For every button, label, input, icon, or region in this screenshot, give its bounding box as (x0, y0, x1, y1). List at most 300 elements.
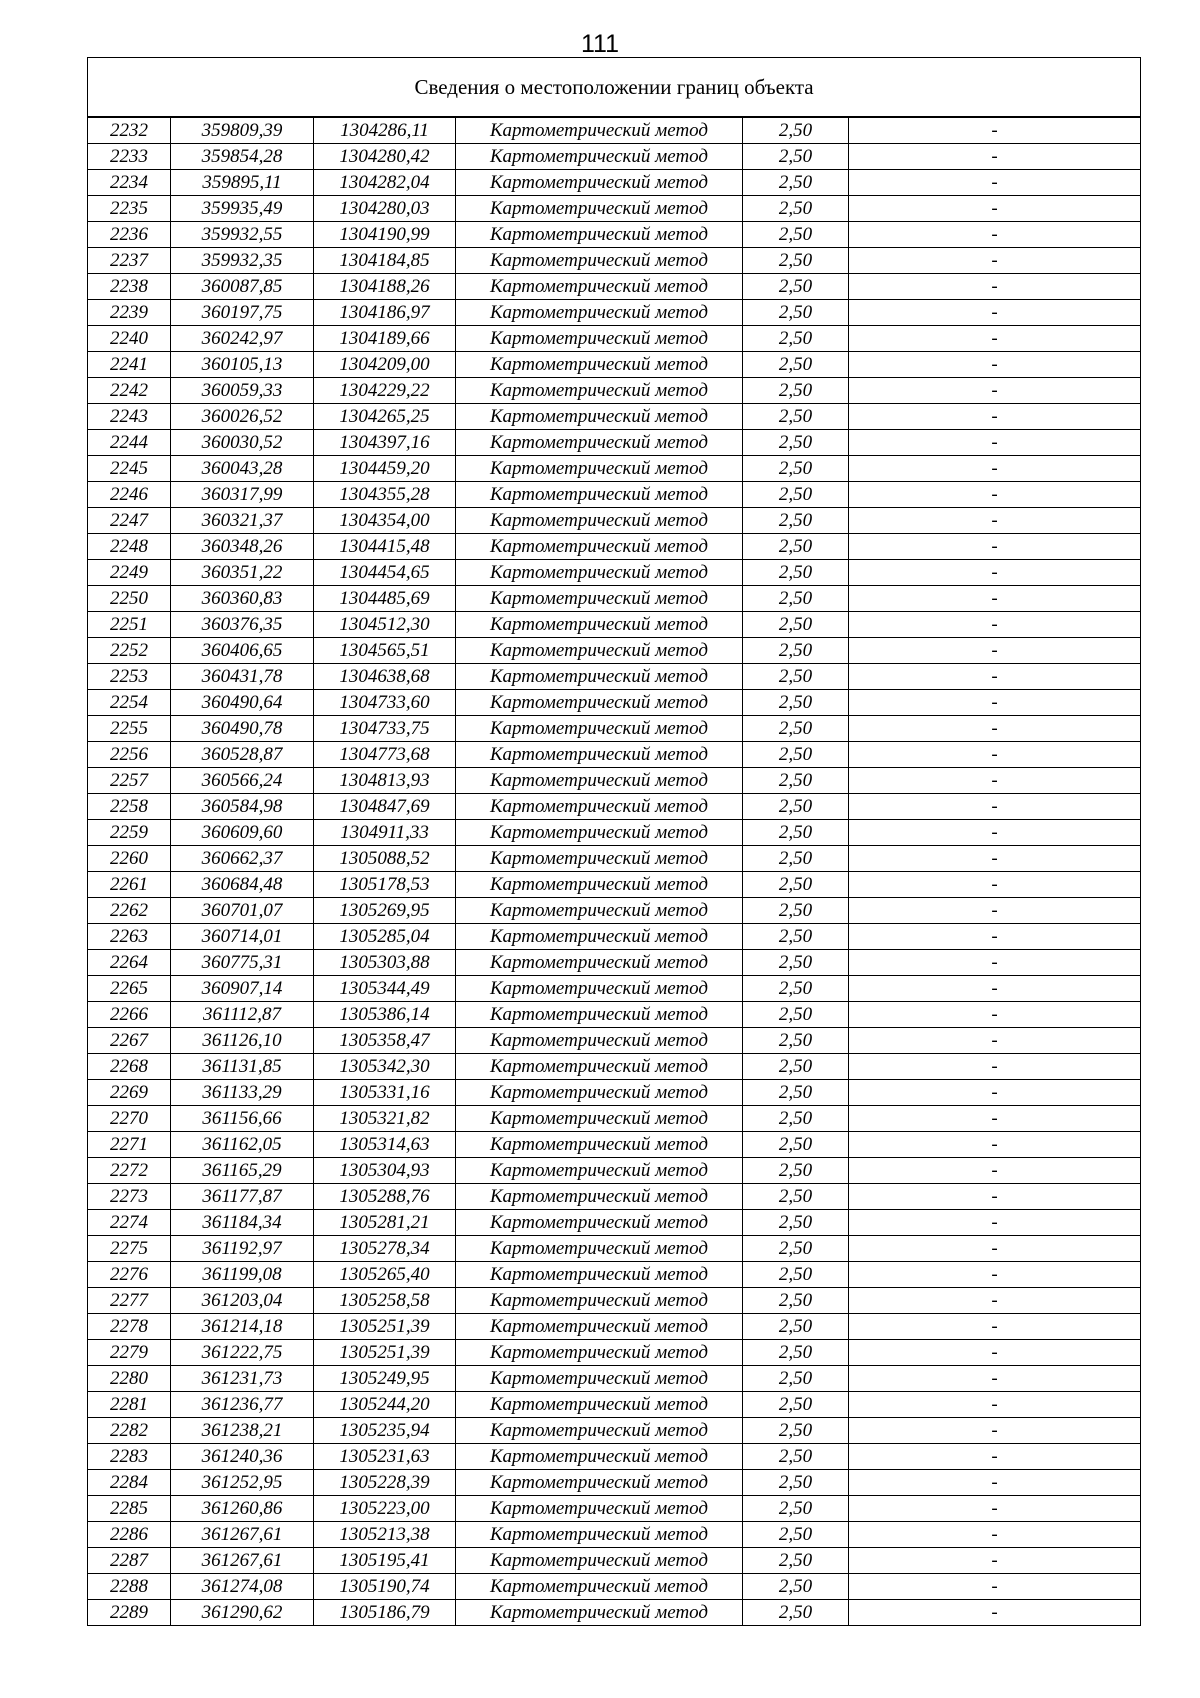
method-cell: Картометрический метод (456, 1418, 743, 1444)
y-coordinate-cell: 1304638,68 (314, 664, 456, 690)
method-cell: Картометрический метод (456, 1132, 743, 1158)
description-cell: - (849, 1002, 1141, 1028)
accuracy-cell: 2,50 (743, 742, 849, 768)
description-cell: - (849, 586, 1141, 612)
accuracy-cell: 2,50 (743, 1288, 849, 1314)
table-row (88, 456, 1141, 482)
point-number-cell: 2259 (88, 820, 171, 846)
description-cell: - (849, 1496, 1141, 1522)
point-number-cell: 2260 (88, 846, 171, 872)
point-number-cell: 2252 (88, 638, 171, 664)
y-coordinate-cell: 1304813,93 (314, 768, 456, 794)
table-row (88, 326, 1141, 352)
description-cell: - (849, 1236, 1141, 1262)
table-row (88, 664, 1141, 690)
table-row (88, 1002, 1141, 1028)
description-cell: - (849, 534, 1141, 560)
description-cell: - (849, 820, 1141, 846)
method-cell: Картометрический метод (456, 404, 743, 430)
y-coordinate-cell: 1304454,65 (314, 560, 456, 586)
y-coordinate-cell: 1305269,95 (314, 898, 456, 924)
accuracy-cell: 2,50 (743, 612, 849, 638)
y-coordinate-cell: 1305278,34 (314, 1236, 456, 1262)
description-cell: - (849, 1132, 1141, 1158)
y-coordinate-cell: 1305303,88 (314, 950, 456, 976)
method-cell: Картометрический метод (456, 612, 743, 638)
x-coordinate-cell: 361267,61 (171, 1548, 314, 1574)
method-cell: Картометрический метод (456, 222, 743, 248)
method-cell: Картометрический метод (456, 378, 743, 404)
x-coordinate-cell: 360584,98 (171, 794, 314, 820)
table-row (88, 1444, 1141, 1470)
description-cell: - (849, 794, 1141, 820)
accuracy-cell: 2,50 (743, 1366, 849, 1392)
y-coordinate-cell: 1305251,39 (314, 1340, 456, 1366)
description-cell: - (849, 456, 1141, 482)
method-cell: Картометрический метод (456, 586, 743, 612)
y-coordinate-cell: 1304286,11 (314, 117, 456, 144)
point-number-cell: 2246 (88, 482, 171, 508)
method-cell: Картометрический метод (456, 117, 743, 144)
y-coordinate-cell: 1304265,25 (314, 404, 456, 430)
point-number-cell: 2271 (88, 1132, 171, 1158)
table-row (88, 1184, 1141, 1210)
accuracy-cell: 2,50 (743, 1470, 849, 1496)
description-cell: - (849, 742, 1141, 768)
table-row (88, 820, 1141, 846)
y-coordinate-cell: 1305088,52 (314, 846, 456, 872)
x-coordinate-cell: 360351,22 (171, 560, 314, 586)
description-cell: - (849, 1470, 1141, 1496)
accuracy-cell: 2,50 (743, 1054, 849, 1080)
table-row (88, 1340, 1141, 1366)
point-number-cell: 2286 (88, 1522, 171, 1548)
table-row (88, 117, 1141, 144)
y-coordinate-cell: 1304733,60 (314, 690, 456, 716)
x-coordinate-cell: 361290,62 (171, 1600, 314, 1626)
y-coordinate-cell: 1304911,33 (314, 820, 456, 846)
accuracy-cell: 2,50 (743, 274, 849, 300)
method-cell: Картометрический метод (456, 1496, 743, 1522)
method-cell: Картометрический метод (456, 924, 743, 950)
table-row (88, 1366, 1141, 1392)
description-cell: - (849, 1054, 1141, 1080)
accuracy-cell: 2,50 (743, 378, 849, 404)
accuracy-cell: 2,50 (743, 1340, 849, 1366)
point-number-cell: 2234 (88, 170, 171, 196)
description-cell: - (849, 196, 1141, 222)
x-coordinate-cell: 360321,37 (171, 508, 314, 534)
method-cell: Картометрический метод (456, 1392, 743, 1418)
point-number-cell: 2276 (88, 1262, 171, 1288)
y-coordinate-cell: 1304184,85 (314, 248, 456, 274)
table-row (88, 196, 1141, 222)
table-row (88, 170, 1141, 196)
description-cell: - (849, 1028, 1141, 1054)
accuracy-cell: 2,50 (743, 768, 849, 794)
x-coordinate-cell: 361236,77 (171, 1392, 314, 1418)
description-cell: - (849, 1106, 1141, 1132)
method-cell: Картометрический метод (456, 456, 743, 482)
point-number-cell: 2247 (88, 508, 171, 534)
point-number-cell: 2243 (88, 404, 171, 430)
table-row (88, 1522, 1141, 1548)
description-cell: - (849, 482, 1141, 508)
table-row (88, 1548, 1141, 1574)
table-row (88, 612, 1141, 638)
point-number-cell: 2232 (88, 117, 171, 144)
point-number-cell: 2244 (88, 430, 171, 456)
table-row (88, 924, 1141, 950)
y-coordinate-cell: 1305344,49 (314, 976, 456, 1002)
description-cell: - (849, 352, 1141, 378)
accuracy-cell: 2,50 (743, 534, 849, 560)
y-coordinate-cell: 1304209,00 (314, 352, 456, 378)
method-cell: Картометрический метод (456, 872, 743, 898)
description-cell: - (849, 1522, 1141, 1548)
method-cell: Картометрический метод (456, 716, 743, 742)
point-number-cell: 2274 (88, 1210, 171, 1236)
point-number-cell: 2263 (88, 924, 171, 950)
point-number-cell: 2282 (88, 1418, 171, 1444)
point-number-cell: 2265 (88, 976, 171, 1002)
x-coordinate-cell: 360376,35 (171, 612, 314, 638)
method-cell: Картометрический метод (456, 742, 743, 768)
point-number-cell: 2237 (88, 248, 171, 274)
method-cell: Картометрический метод (456, 1236, 743, 1262)
method-cell: Картометрический метод (456, 1210, 743, 1236)
method-cell: Картометрический метод (456, 1444, 743, 1470)
table-row (88, 222, 1141, 248)
accuracy-cell: 2,50 (743, 144, 849, 170)
method-cell: Картометрический метод (456, 1522, 743, 1548)
description-cell: - (849, 1080, 1141, 1106)
point-number-cell: 2235 (88, 196, 171, 222)
y-coordinate-cell: 1305213,38 (314, 1522, 456, 1548)
y-coordinate-cell: 1304229,22 (314, 378, 456, 404)
x-coordinate-cell: 360662,37 (171, 846, 314, 872)
point-number-cell: 2253 (88, 664, 171, 690)
table-row (88, 1262, 1141, 1288)
y-coordinate-cell: 1305195,41 (314, 1548, 456, 1574)
accuracy-cell: 2,50 (743, 1002, 849, 1028)
y-coordinate-cell: 1305235,94 (314, 1418, 456, 1444)
x-coordinate-cell: 361131,85 (171, 1054, 314, 1080)
y-coordinate-cell: 1305249,95 (314, 1366, 456, 1392)
method-cell: Картометрический метод (456, 638, 743, 664)
accuracy-cell: 2,50 (743, 1522, 849, 1548)
method-cell: Картометрический метод (456, 326, 743, 352)
table-row (88, 1496, 1141, 1522)
description-cell: - (849, 1288, 1141, 1314)
x-coordinate-cell: 361240,36 (171, 1444, 314, 1470)
y-coordinate-cell: 1304355,28 (314, 482, 456, 508)
description-cell: - (849, 950, 1141, 976)
method-cell: Картометрический метод (456, 482, 743, 508)
description-cell: - (849, 976, 1141, 1002)
point-number-cell: 2279 (88, 1340, 171, 1366)
description-cell: - (849, 1548, 1141, 1574)
description-cell: - (849, 768, 1141, 794)
description-cell: - (849, 612, 1141, 638)
accuracy-cell: 2,50 (743, 1158, 849, 1184)
description-cell: - (849, 1444, 1141, 1470)
table-body (88, 117, 1141, 1626)
description-cell: - (849, 508, 1141, 534)
table-row (88, 638, 1141, 664)
accuracy-cell: 2,50 (743, 326, 849, 352)
point-number-cell: 2233 (88, 144, 171, 170)
x-coordinate-cell: 361184,34 (171, 1210, 314, 1236)
table-row (88, 430, 1141, 456)
table-row (88, 1236, 1141, 1262)
method-cell: Картометрический метод (456, 794, 743, 820)
point-number-cell: 2270 (88, 1106, 171, 1132)
y-coordinate-cell: 1305304,93 (314, 1158, 456, 1184)
table-row (88, 1418, 1141, 1444)
x-coordinate-cell: 360317,99 (171, 482, 314, 508)
point-number-cell: 2238 (88, 274, 171, 300)
x-coordinate-cell: 361238,21 (171, 1418, 314, 1444)
description-cell: - (849, 1210, 1141, 1236)
table-row (88, 716, 1141, 742)
point-number-cell: 2257 (88, 768, 171, 794)
description-cell: - (849, 326, 1141, 352)
y-coordinate-cell: 1304186,97 (314, 300, 456, 326)
accuracy-cell: 2,50 (743, 1392, 849, 1418)
table-row (88, 586, 1141, 612)
table-row (88, 950, 1141, 976)
accuracy-cell: 2,50 (743, 508, 849, 534)
y-coordinate-cell: 1304397,16 (314, 430, 456, 456)
description-cell: - (849, 1574, 1141, 1600)
table-row (88, 1080, 1141, 1106)
description-cell: - (849, 404, 1141, 430)
point-number-cell: 2236 (88, 222, 171, 248)
x-coordinate-cell: 361222,75 (171, 1340, 314, 1366)
point-number-cell: 2266 (88, 1002, 171, 1028)
accuracy-cell: 2,50 (743, 300, 849, 326)
x-coordinate-cell: 360490,78 (171, 716, 314, 742)
accuracy-cell: 2,50 (743, 482, 849, 508)
description-cell: - (849, 846, 1141, 872)
x-coordinate-cell: 359895,11 (171, 170, 314, 196)
description-cell: - (849, 924, 1141, 950)
x-coordinate-cell: 359854,28 (171, 144, 314, 170)
table-row (88, 482, 1141, 508)
accuracy-cell: 2,50 (743, 1262, 849, 1288)
table-row (88, 404, 1141, 430)
accuracy-cell: 2,50 (743, 1210, 849, 1236)
x-coordinate-cell: 360043,28 (171, 456, 314, 482)
y-coordinate-cell: 1305342,30 (314, 1054, 456, 1080)
x-coordinate-cell: 360714,01 (171, 924, 314, 950)
y-coordinate-cell: 1305281,21 (314, 1210, 456, 1236)
y-coordinate-cell: 1304733,75 (314, 716, 456, 742)
method-cell: Картометрический метод (456, 1600, 743, 1626)
accuracy-cell: 2,50 (743, 664, 849, 690)
point-number-cell: 2275 (88, 1236, 171, 1262)
x-coordinate-cell: 361252,95 (171, 1470, 314, 1496)
x-coordinate-cell: 361231,73 (171, 1366, 314, 1392)
method-cell: Картометрический метод (456, 508, 743, 534)
x-coordinate-cell: 361177,87 (171, 1184, 314, 1210)
method-cell: Картометрический метод (456, 1262, 743, 1288)
y-coordinate-cell: 1304354,00 (314, 508, 456, 534)
method-cell: Картометрический метод (456, 1002, 743, 1028)
description-cell: - (849, 430, 1141, 456)
accuracy-cell: 2,50 (743, 1236, 849, 1262)
table-row (88, 1210, 1141, 1236)
table-row (88, 1132, 1141, 1158)
accuracy-cell: 2,50 (743, 1418, 849, 1444)
point-number-cell: 2264 (88, 950, 171, 976)
point-number-cell: 2240 (88, 326, 171, 352)
table-row (88, 1158, 1141, 1184)
table-row (88, 768, 1141, 794)
point-number-cell: 2289 (88, 1600, 171, 1626)
method-cell: Картометрический метод (456, 1366, 743, 1392)
x-coordinate-cell: 359935,49 (171, 196, 314, 222)
accuracy-cell: 2,50 (743, 248, 849, 274)
x-coordinate-cell: 360026,52 (171, 404, 314, 430)
accuracy-cell: 2,50 (743, 430, 849, 456)
method-cell: Картометрический метод (456, 1288, 743, 1314)
table-row (88, 560, 1141, 586)
accuracy-cell: 2,50 (743, 1600, 849, 1626)
x-coordinate-cell: 360907,14 (171, 976, 314, 1002)
method-cell: Картометрический метод (456, 768, 743, 794)
description-cell: - (849, 222, 1141, 248)
method-cell: Картометрический метод (456, 1574, 743, 1600)
point-number-cell: 2258 (88, 794, 171, 820)
description-cell: - (849, 1158, 1141, 1184)
x-coordinate-cell: 360197,75 (171, 300, 314, 326)
table-row (88, 742, 1141, 768)
point-number-cell: 2256 (88, 742, 171, 768)
description-cell: - (849, 690, 1141, 716)
description-cell: - (849, 1314, 1141, 1340)
table-row (88, 1028, 1141, 1054)
y-coordinate-cell: 1304459,20 (314, 456, 456, 482)
x-coordinate-cell: 361162,05 (171, 1132, 314, 1158)
accuracy-cell: 2,50 (743, 1548, 849, 1574)
accuracy-cell: 2,50 (743, 560, 849, 586)
point-number-cell: 2251 (88, 612, 171, 638)
accuracy-cell: 2,50 (743, 846, 849, 872)
table-row (88, 1574, 1141, 1600)
x-coordinate-cell: 361214,18 (171, 1314, 314, 1340)
table-row (88, 352, 1141, 378)
method-cell: Картометрический метод (456, 1158, 743, 1184)
x-coordinate-cell: 361203,04 (171, 1288, 314, 1314)
x-coordinate-cell: 361126,10 (171, 1028, 314, 1054)
y-coordinate-cell: 1305244,20 (314, 1392, 456, 1418)
table-row (88, 1106, 1141, 1132)
description-cell: - (849, 716, 1141, 742)
x-coordinate-cell: 360030,52 (171, 430, 314, 456)
accuracy-cell: 2,50 (743, 898, 849, 924)
method-cell: Картометрический метод (456, 1314, 743, 1340)
accuracy-cell: 2,50 (743, 586, 849, 612)
description-cell: - (849, 378, 1141, 404)
table-row (88, 846, 1141, 872)
table-row (88, 1600, 1141, 1626)
table-row (88, 534, 1141, 560)
table-row (88, 1392, 1141, 1418)
accuracy-cell: 2,50 (743, 950, 849, 976)
method-cell: Картометрический метод (456, 846, 743, 872)
y-coordinate-cell: 1304773,68 (314, 742, 456, 768)
description-cell: - (849, 1262, 1141, 1288)
description-cell: - (849, 274, 1141, 300)
x-coordinate-cell: 360348,26 (171, 534, 314, 560)
accuracy-cell: 2,50 (743, 456, 849, 482)
y-coordinate-cell: 1305178,53 (314, 872, 456, 898)
y-coordinate-cell: 1305223,00 (314, 1496, 456, 1522)
accuracy-cell: 2,50 (743, 1444, 849, 1470)
point-number-cell: 2283 (88, 1444, 171, 1470)
accuracy-cell: 2,50 (743, 1314, 849, 1340)
y-coordinate-cell: 1304415,48 (314, 534, 456, 560)
x-coordinate-cell: 361199,08 (171, 1262, 314, 1288)
description-cell: - (849, 300, 1141, 326)
x-coordinate-cell: 361274,08 (171, 1574, 314, 1600)
point-number-cell: 2287 (88, 1548, 171, 1574)
description-cell: - (849, 664, 1141, 690)
method-cell: Картометрический метод (456, 898, 743, 924)
description-cell: - (849, 898, 1141, 924)
table-title: Сведения о местоположении границ объекта (88, 58, 1141, 118)
accuracy-cell: 2,50 (743, 794, 849, 820)
x-coordinate-cell: 361267,61 (171, 1522, 314, 1548)
accuracy-cell: 2,50 (743, 1184, 849, 1210)
description-cell: - (849, 1392, 1141, 1418)
x-coordinate-cell: 361156,66 (171, 1106, 314, 1132)
description-cell: - (849, 1340, 1141, 1366)
point-number-cell: 2262 (88, 898, 171, 924)
accuracy-cell: 2,50 (743, 352, 849, 378)
accuracy-cell: 2,50 (743, 1496, 849, 1522)
description-cell: - (849, 638, 1141, 664)
table-row (88, 248, 1141, 274)
y-coordinate-cell: 1304188,26 (314, 274, 456, 300)
point-number-cell: 2254 (88, 690, 171, 716)
method-cell: Картометрический метод (456, 144, 743, 170)
point-number-cell: 2255 (88, 716, 171, 742)
point-number-cell: 2250 (88, 586, 171, 612)
description-cell: - (849, 1600, 1141, 1626)
method-cell: Картометрический метод (456, 1548, 743, 1574)
accuracy-cell: 2,50 (743, 1574, 849, 1600)
description-cell: - (849, 1184, 1141, 1210)
accuracy-cell: 2,50 (743, 820, 849, 846)
accuracy-cell: 2,50 (743, 1028, 849, 1054)
point-number-cell: 2280 (88, 1366, 171, 1392)
description-cell: - (849, 872, 1141, 898)
table-row (88, 300, 1141, 326)
method-cell: Картометрический метод (456, 976, 743, 1002)
x-coordinate-cell: 360566,24 (171, 768, 314, 794)
x-coordinate-cell: 360087,85 (171, 274, 314, 300)
method-cell: Картометрический метод (456, 352, 743, 378)
accuracy-cell: 2,50 (743, 638, 849, 664)
x-coordinate-cell: 360431,78 (171, 664, 314, 690)
table-title-row (88, 58, 1141, 118)
description-cell: - (849, 1418, 1141, 1444)
y-coordinate-cell: 1305265,40 (314, 1262, 456, 1288)
method-cell: Картометрический метод (456, 1184, 743, 1210)
